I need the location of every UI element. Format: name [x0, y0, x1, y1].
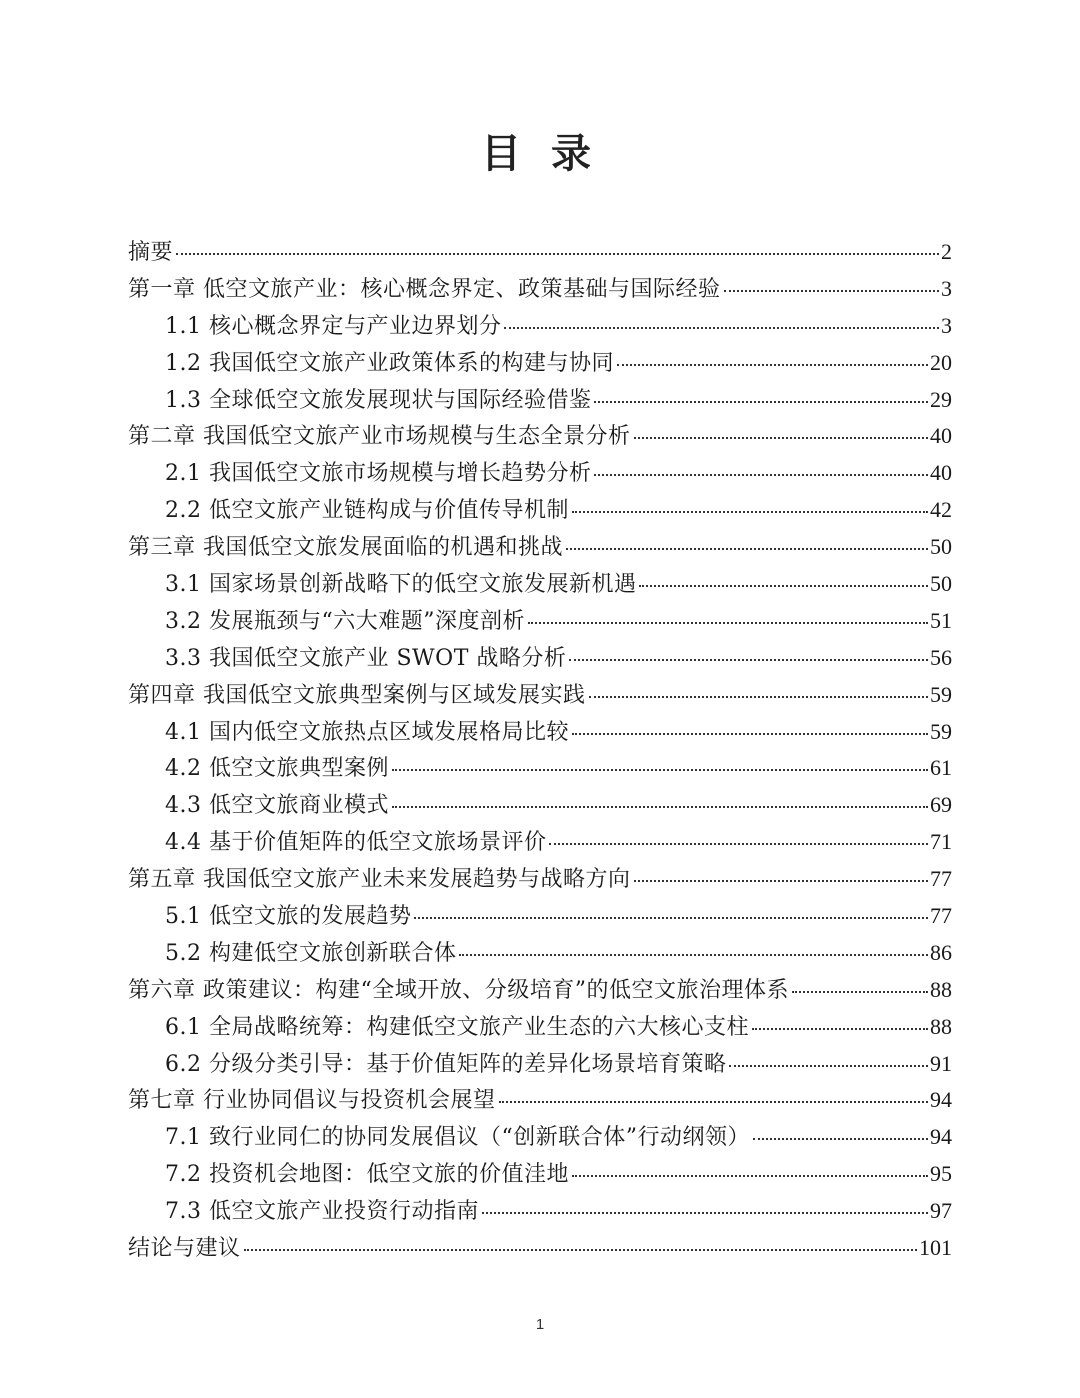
toc-entry-page-number: 88	[930, 1013, 952, 1039]
toc-entry-page-number: 95	[930, 1161, 952, 1187]
toc-section-entry[interactable]	[128, 566, 952, 603]
toc-entry-label: 第六章 政策建议：构建“全域开放、分级培育”的低空文旅治理体系	[128, 977, 789, 1003]
toc-entry-label: 6.2 分级分类引导：基于价值矩阵的差异化场景培育策略	[165, 1051, 727, 1077]
toc-entry-page-number: 101	[919, 1235, 952, 1261]
toc-entry-label: 第一章 低空文旅产业：核心概念界定、政策基础与国际经验	[128, 276, 721, 302]
toc-dot-leader	[499, 1100, 929, 1103]
toc-entry-page-number: 71	[930, 829, 952, 855]
toc-entry-label: 第二章 我国低空文旅产业市场规模与生态全景分析	[128, 424, 631, 450]
toc-dot-leader	[482, 1211, 928, 1214]
toc-entry-label: 2.1 我国低空文旅市场规模与增长趋势分析	[165, 461, 592, 487]
toc-section-entry[interactable]	[128, 603, 952, 640]
table-of-contents	[128, 234, 952, 1267]
toc-entry-label: 6.1 全局战略统筹：构建低空文旅产业生态的六大核心支柱	[165, 1014, 749, 1040]
toc-entry-label: 2.2 低空文旅产业链构成与价值传导机制	[165, 498, 569, 524]
toc-entry-page-number: 50	[930, 571, 952, 597]
toc-section-entry[interactable]	[128, 455, 952, 492]
toc-entry-page-number: 59	[930, 681, 952, 707]
toc-dot-leader	[549, 842, 928, 845]
toc-dot-leader	[392, 805, 928, 808]
toc-chapter-entry[interactable]	[128, 271, 952, 308]
toc-entry-label: 4.3 低空文旅商业模式	[165, 793, 389, 819]
toc-entry-page-number: 59	[930, 718, 952, 744]
toc-entry-label: 摘要	[128, 240, 174, 265]
toc-chapter-entry[interactable]	[128, 1082, 952, 1119]
toc-chapter-entry[interactable]	[128, 677, 952, 714]
toc-entry-label: 1.1 核心概念界定与产业边界划分	[165, 313, 502, 339]
toc-section-entry[interactable]	[128, 1156, 952, 1193]
toc-entry-label: 7.3 低空文旅产业投资行动指南	[165, 1199, 479, 1225]
toc-entry-page-number: 29	[930, 386, 952, 412]
toc-chapter-entry[interactable]	[128, 1230, 952, 1267]
toc-dot-leader	[572, 1174, 928, 1177]
toc-section-entry[interactable]	[128, 492, 952, 529]
toc-entry-label: 3.2 发展瓶颈与“六大难题”深度剖析	[165, 608, 525, 634]
toc-section-entry[interactable]	[128, 1009, 952, 1046]
toc-dot-leader	[589, 695, 929, 698]
toc-dot-leader	[752, 1027, 928, 1030]
toc-chapter-entry[interactable]	[128, 972, 952, 1009]
toc-entry-page-number: 77	[930, 903, 952, 929]
toc-dot-leader	[569, 658, 928, 661]
toc-entry-page-number: 40	[930, 460, 952, 486]
toc-section-entry[interactable]	[128, 935, 952, 972]
toc-dot-leader	[414, 916, 928, 919]
toc-entry-label: 1.3 全球低空文旅发展现状与国际经验借鉴	[165, 387, 592, 413]
toc-section-entry[interactable]	[128, 750, 952, 787]
toc-entry-label: 第五章 我国低空文旅产业未来发展趋势与战略方向	[128, 867, 631, 893]
toc-dot-leader	[594, 473, 928, 476]
toc-entry-page-number: 61	[930, 755, 952, 781]
toc-dot-leader	[572, 510, 928, 513]
toc-section-entry[interactable]	[128, 898, 952, 935]
toc-dot-leader	[639, 584, 928, 587]
toc-entry-page-number: 3	[941, 275, 952, 301]
toc-section-entry[interactable]	[128, 345, 952, 382]
toc-section-entry[interactable]	[128, 640, 952, 677]
page-number: 1	[535, 1316, 545, 1333]
toc-section-entry[interactable]	[128, 382, 952, 419]
toc-entry-page-number: 94	[930, 1124, 952, 1150]
toc-dot-leader	[634, 879, 929, 882]
toc-section-entry[interactable]	[128, 787, 952, 824]
toc-dot-leader	[528, 621, 928, 624]
toc-entry-label: 第三章 我国低空文旅发展面临的机遇和挑战	[128, 535, 563, 561]
toc-entry-page-number: 42	[930, 497, 952, 523]
toc-entry-label: 7.1 致行业同仁的协同发展倡议（“创新联合体”行动纲领）	[165, 1125, 750, 1151]
toc-dot-leader	[617, 363, 928, 366]
toc-dot-leader	[594, 400, 928, 403]
toc-entry-page-number: 51	[930, 607, 952, 633]
toc-entry-page-number: 88	[930, 976, 952, 1002]
toc-entry-page-number: 69	[930, 792, 952, 818]
toc-entry-page-number: 3	[941, 312, 952, 338]
toc-entry-page-number: 20	[930, 349, 952, 375]
toc-dot-leader	[572, 732, 928, 735]
toc-section-entry[interactable]	[128, 1193, 952, 1230]
toc-dot-leader	[729, 1064, 928, 1067]
toc-section-entry[interactable]	[128, 824, 952, 861]
toc-entry-label: 4.4 基于价值矩阵的低空文旅场景评价	[165, 830, 547, 856]
toc-section-entry[interactable]	[128, 308, 952, 345]
toc-chapter-entry[interactable]	[128, 861, 952, 898]
toc-entry-page-number: 91	[930, 1050, 952, 1076]
toc-entry-page-number: 56	[930, 644, 952, 670]
toc-entry-page-number: 86	[930, 939, 952, 965]
toc-dot-leader	[504, 326, 939, 329]
toc-dot-leader	[566, 547, 928, 550]
toc-chapter-entry[interactable]	[128, 529, 952, 566]
toc-dot-leader	[176, 252, 939, 255]
toc-entry-page-number: 97	[930, 1198, 952, 1224]
page-title: 目 录	[481, 131, 599, 177]
toc-entry-label: 第四章 我国低空文旅典型案例与区域发展实践	[128, 682, 586, 708]
toc-dot-leader	[634, 436, 929, 439]
toc-chapter-entry[interactable]	[128, 418, 952, 455]
toc-entry-label: 4.1 国内低空文旅热点区域发展格局比较	[165, 719, 569, 745]
toc-entry-page-number: 40	[930, 423, 952, 449]
toc-entry-page-number: 2	[941, 239, 952, 264]
toc-dot-leader	[392, 768, 928, 771]
toc-entry-label: 4.2 低空文旅典型案例	[165, 756, 389, 782]
toc-entry-label: 1.2 我国低空文旅产业政策体系的构建与协同	[165, 350, 614, 376]
toc-dot-leader	[244, 1248, 917, 1251]
toc-entry-label: 第七章 行业协同倡议与投资机会展望	[128, 1088, 496, 1114]
toc-entry-label: 3.1 国家场景创新战略下的低空文旅发展新机遇	[165, 572, 637, 598]
toc-dot-leader	[459, 953, 928, 956]
toc-entry-page-number: 77	[930, 866, 952, 892]
toc-entry-label: 3.3 我国低空文旅产业 SWOT 战略分析	[165, 645, 567, 671]
toc-entry-label: 5.2 构建低空文旅创新联合体	[165, 940, 457, 966]
toc-section-entry[interactable]	[128, 714, 952, 751]
toc-entry-label: 7.2 投资机会地图：低空文旅的价值洼地	[165, 1162, 569, 1188]
toc-entry-page-number: 50	[930, 534, 952, 560]
toc-chapter-entry[interactable]	[128, 234, 952, 271]
toc-section-entry[interactable]	[128, 1046, 952, 1083]
toc-entry-page-number: 94	[930, 1087, 952, 1113]
toc-dot-leader	[724, 289, 940, 292]
toc-entry-label: 5.1 低空文旅的发展趋势	[165, 904, 412, 930]
toc-dot-leader	[753, 1137, 928, 1140]
toc-dot-leader	[792, 990, 928, 993]
toc-section-entry[interactable]	[128, 1119, 952, 1156]
toc-entry-label: 结论与建议	[128, 1236, 241, 1262]
